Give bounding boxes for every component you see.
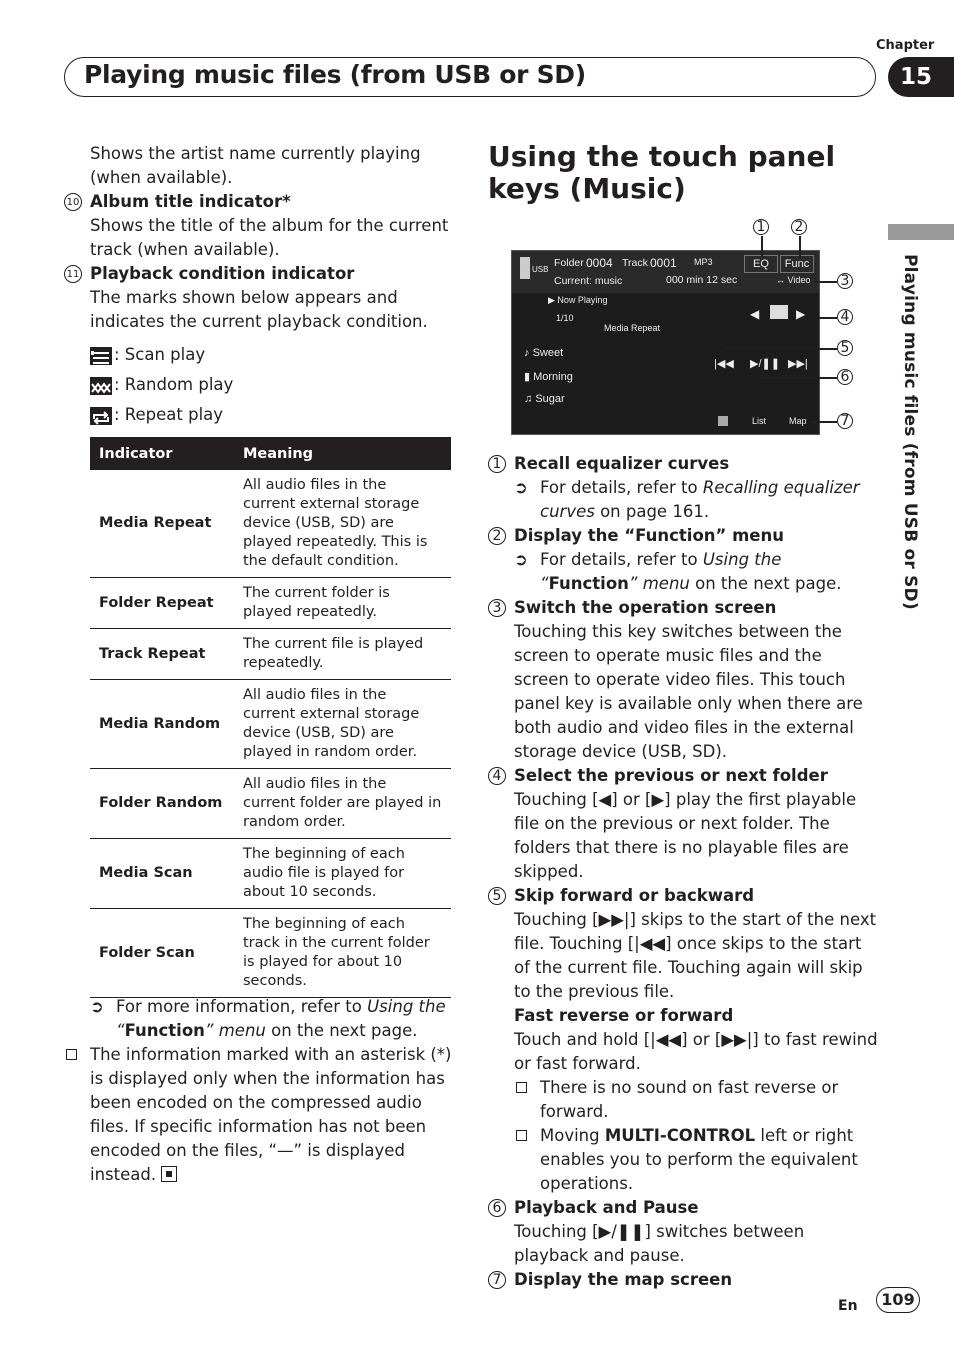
item-description: The marks shown below appears and indicates the current playback condition. [90,288,428,331]
side-tab-text: Playing music files (from USB or SD) [900,254,920,610]
item-number: 2 [488,527,506,545]
track-value: 0001 [650,256,677,270]
folder-label: Folder [554,257,584,269]
checkbox-bullet-icon [516,1130,527,1141]
usb-icon [520,257,530,279]
item-number: 3 [488,599,506,617]
item-title: Switch the operation screen [514,598,777,617]
item-description: Touching [◀] or [▶] play the first playable file on the previous or next folder. The folders that there is no playable files are skipped. [514,790,857,881]
section-title: Using the touch panel keys (Music) [488,140,836,205]
item-playback-condition [64,262,456,286]
menu-icon[interactable] [718,416,728,426]
item-title: Skip forward or backward [514,886,755,905]
chapter-label: Chapter [876,38,935,53]
item-title: Album title indicator* [90,192,291,211]
legend-label: : Random play [114,375,234,394]
item-description: Touching this key switches between the screen to operate music files and the screen to operate video files. This touch panel key is available only when there are both audio and video files in the external storage device (USB, SD). [514,622,863,761]
item-number: 10 [64,193,82,211]
callout-1: 1 [753,219,769,235]
ref-bold: Function [124,1021,205,1040]
note-text: The information marked with an asterisk (*) is displayed only when the information has been encoded on the compressed audio files. If specific information has not been encoded on the files, “—” is displayed instead. [90,1045,452,1184]
time-display: 000 min 12 sec [666,274,738,286]
right-column [488,452,880,1292]
item-title: Recall equalizer curves [514,454,730,473]
item-description: Touching [▶/❚❚] switches between playback and pause. [514,1222,805,1265]
fast-title: Fast reverse or forward [514,1006,734,1025]
item-title: Display the “Function” menu [514,526,784,545]
arrow-icon: ➲ [514,550,528,569]
table-cell-meaning: The current folder is played repeatedly. [234,578,451,629]
table-cell-indicator: Track Repeat [90,629,234,680]
arrow-icon: ➲ [90,997,104,1016]
func-button[interactable]: Func [780,255,814,273]
indicator-table [90,437,451,998]
callout-line [761,236,763,258]
ref-text: For details, refer to [540,478,703,497]
callout-line [799,236,801,258]
track-title: Sugar [535,393,565,405]
callout-2: 2 [791,219,807,235]
table-cell-indicator: Folder Scan [90,909,234,998]
callout-line [815,281,837,283]
reference-note [488,548,880,596]
callout-3: 3 [837,273,853,289]
title-row: ♫ Sugar [524,393,565,405]
item-title: Playback condition indicator [90,264,355,283]
ref-italic: Using the “ [540,550,782,593]
callout-line [760,377,837,379]
callout-4: 4 [837,309,853,325]
ref-text: on the next page. [689,574,842,593]
artist-name: Sweet [532,347,564,359]
legend-label: : Scan play [114,345,206,364]
item-number: 1 [488,455,506,473]
album-row: ▮ Morning [524,371,573,383]
now-playing-label: ▶ Now Playing [548,295,608,305]
ref-italic: ” menu [628,574,690,593]
item-play-pause [488,1196,880,1220]
folder-value: 0004 [586,256,613,270]
item-album-title [64,190,456,214]
table-cell-indicator: Media Random [90,680,234,769]
item-function-menu [488,524,880,548]
footer-language: En [838,1298,858,1314]
track-label: Track [622,257,648,269]
item-select-folder [488,764,880,788]
item-recall-eq [488,452,880,476]
legend-repeat [64,400,456,430]
checkbox-bullet-icon [516,1082,527,1093]
arrow-icon: ➲ [514,478,528,497]
skip-back-icon[interactable]: |◀◀ [714,358,734,370]
reference-note [488,476,880,524]
random-icon [90,377,112,395]
side-tab-bar [888,224,954,240]
ref-italic: ” menu [204,1021,266,1040]
note-text: left or right enables you to perform the equivalent operations. [540,1126,858,1193]
artist-row: ♪ Sweet [524,347,564,359]
map-button[interactable]: Map [789,416,807,426]
table-cell-meaning: All audio files in the current external storage device (USB, SD) are played in random order. [234,680,451,769]
item-number: 6 [488,1199,506,1217]
table-row [90,470,451,578]
folder-icon [770,305,788,319]
table-row [90,839,451,909]
table-cell-indicator: Folder Random [90,769,234,839]
device-screen [511,250,820,435]
page-title: Playing music files (from USB or SD) [84,60,586,89]
left-notes [64,995,456,1187]
table-cell-meaning: The beginning of each audio file is played for about 10 seconds. [234,839,451,909]
ref-text: For more information, refer to [116,997,368,1016]
ref-italic: Using the “ [116,997,446,1040]
fast-description: Touch and hold [|◀◀] or [▶▶|] to fast rewind or fast forward. [514,1030,878,1073]
page-number: 109 [876,1287,920,1313]
item-number: 5 [488,887,506,905]
media-repeat-label: Media Repeat [604,323,661,333]
legend-scan [64,340,456,370]
legend-label: : Repeat play [114,405,224,424]
note-bold: MULTI-CONTROL [604,1126,756,1145]
prev-folder-icon[interactable]: ◀ [750,307,760,321]
source-label: USB [532,265,549,274]
track-count: 1/10 [556,313,574,323]
callout-6: 6 [837,369,853,385]
item-title: Playback and Pause [514,1198,699,1217]
note-text: Moving [540,1126,605,1145]
repeat-icon [90,407,112,425]
item-description: Touching [▶▶|] skips to the start of the next file. Touching [|◀◀] once skips to the start of the current file. Touching again will skip to the previous file. [514,910,877,1001]
ref-italic: Recalling equalizer curves [540,478,860,521]
item-number: 11 [64,265,82,283]
next-folder-icon[interactable]: ▶ [796,307,806,321]
callout-5: 5 [837,340,853,356]
asterisk-note [64,1043,456,1187]
item-description: Shows the title of the album for the current track (when available). [90,216,449,259]
checkbox-bullet-icon [66,1049,77,1060]
item-number: 7 [488,1271,506,1289]
table-row [90,769,451,839]
chapter-number: 15 [888,57,954,97]
table-cell-meaning: The current file is played repeatedly. [234,629,451,680]
item-title: Display the map screen [514,1270,733,1289]
legend-random [64,370,456,400]
ref-text: For details, refer to [540,550,703,569]
item-title: Select the previous or next folder [514,766,828,785]
current-label: Current: music [554,275,623,287]
item-switch-screen [488,596,880,620]
table-cell-meaning: All audio files in the current folder are played in random order. [234,769,451,839]
table-row [90,909,451,998]
table-cell-meaning: All audio files in the current external storage device (USB, SD) are played repeatedly. This is the default condition. [234,470,451,578]
ref-bold: Function [548,574,629,593]
table-header: Meaning [234,437,451,470]
item-map-screen [488,1268,880,1292]
eq-button[interactable]: EQ [744,255,778,273]
scan-icon [90,347,112,365]
fast-note [488,1076,880,1124]
end-mark-icon [161,1166,177,1182]
reference-note [64,995,456,1043]
note-text: There is no sound on fast reverse or forward. [540,1078,839,1121]
table-row [90,578,451,629]
table-cell-indicator: Media Scan [90,839,234,909]
table-row [90,629,451,680]
fast-note [488,1124,880,1196]
table-cell-indicator: Media Repeat [90,470,234,578]
artist-description: Shows the artist name currently playing (when available). [90,144,421,187]
ref-text: on the next page. [265,1021,418,1040]
table-cell-meaning: The beginning of each track in the current folder is played for about 10 seconds. [234,909,451,998]
table-cell-indicator: Folder Repeat [90,578,234,629]
play-pause-icon[interactable]: ▶/❚❚ [750,358,780,370]
ref-text: on page 161. [594,502,710,521]
left-column [64,142,456,430]
callout-line [815,317,837,319]
skip-forward-icon[interactable]: ▶▶| [788,358,808,370]
callout-7: 7 [837,413,853,429]
list-button[interactable]: List [752,416,767,426]
album-name: Morning [533,371,573,383]
table-header-row [90,437,451,470]
callout-line [724,348,837,350]
callout-line [811,421,837,423]
item-number: 4 [488,767,506,785]
format-label: MP3 [694,257,713,267]
video-button[interactable]: ↔ Video [776,275,811,285]
table-header: Indicator [90,437,234,470]
item-skip [488,884,880,908]
table-row [90,680,451,769]
